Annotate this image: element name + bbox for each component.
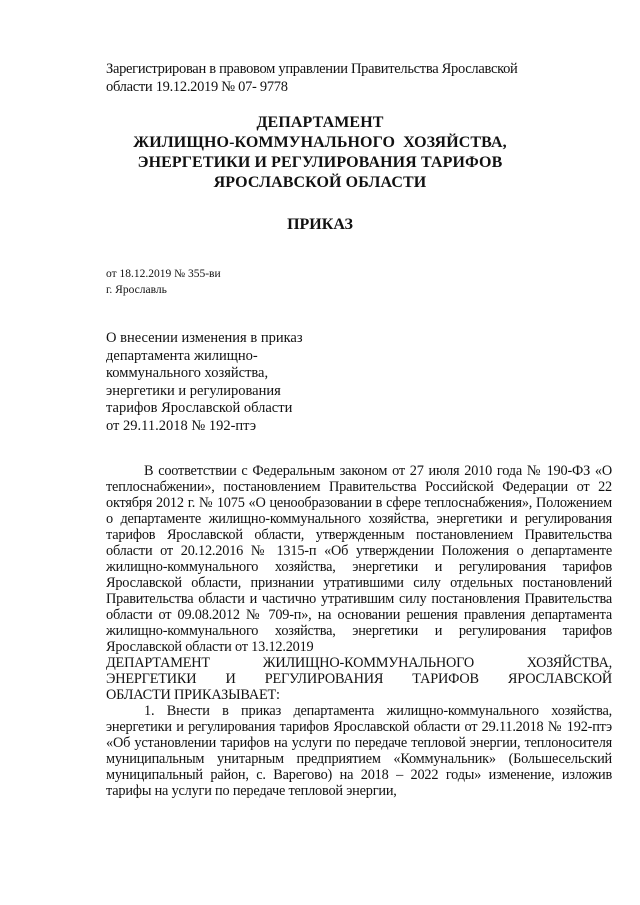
subject-line-2: департамента жилищно- [106, 347, 258, 364]
preamble-paragraph: В соответствии с Федеральным законом от 27 июля 2010 года № 190-ФЗ «О теплоснабжении», постановлением Правительства Российской Федерации от 22 октября 2012 г. № 1075 «О ценообразовании в сфере теплоснабжения», Положением о департаменте жилищно-коммунального хозяйства, энергетики и регулирования тарифов Ярославской области, утвержденным постановлением Правительства области от 20.12.2016 № 1315-п «Об утверждении Положения о департаменте жилищно-коммунального хозяйства, энергетики и регулирования тарифов Ярославской области, признании утратившими силу отдельных постановлений Правительства области и частично утратившим силу постановления Правительства области от 09.08.2012 № 709-п», на основании решения правления департамента жилищно-коммунального хозяйства, энергетики и регулирования тарифов Ярославской области от 13.12.2019 [106, 463, 612, 655]
subject-line-3: коммунального хозяйства, [106, 365, 269, 381]
registration-line-2: области 19.12.2019 № 07- 9778 [106, 79, 288, 95]
department-line-4: ЯРОСЛАВСКОЙ ОБЛАСТИ [213, 174, 427, 191]
registration-note [106, 60, 576, 96]
order-date-number: от 18.12.2019 № 355-ви [106, 268, 221, 280]
department-line-1: ДЕПАРТАМЕНТ [256, 114, 384, 131]
order-city: г. Ярославль [106, 284, 167, 296]
department-line-3: ЭНЕРГЕТИКИ И РЕГУЛИРОВАНИЯ ТАРИФОВ [137, 154, 503, 171]
order-meta [106, 266, 406, 298]
department-decree-line-3: ОБЛАСТИ ПРИКАЗЫВАЕТ: [106, 687, 280, 703]
subject-line-6: от 29.11.2018 № 192-птэ [106, 417, 257, 434]
order-item-1: 1. Внести в приказ департамента жилищно-коммунального хозяйства, энергетики и регулирования тарифов Ярославской области от 29.11.2018 № 192-птэ «Об установлении тарифов на услуги по передаче тепловой энергии, теплоносителя муниципальным унитарным предприятием «Коммунальник» (Большесельский муниципальный район, с. Варегово) на 2018 – 2022 годы» изменение, изложив тарифы на услуги по передаче тепловой энергии, [106, 703, 612, 799]
department-decree-line-1: ДЕПАРТАМЕНТ ЖИЛИЩНО-КОММУНАЛЬНОГО ХОЗЯЙСТВА, [106, 655, 612, 671]
department-line-2: ЖИЛИЩНО-КОММУНАЛЬНОГО ХОЗЯЙСТВА, [133, 134, 507, 151]
order-subject [106, 330, 346, 435]
department-decree-line-2: ЭНЕРГЕТИКИ И РЕГУЛИРОВАНИЯ ТАРИФОВ ЯРОСЛАВСКОЙ [106, 671, 612, 687]
registration-line-1: Зарегистрирован в правовом управлении Правительства Ярославской [106, 61, 518, 77]
subject-line-4: энергетики и регулирования [106, 382, 281, 399]
order-body [106, 463, 612, 799]
order-title: ПРИКАЗ [287, 216, 353, 233]
subject-line-5: тарифов Ярославской области [106, 400, 293, 416]
subject-line-1: О внесении изменения в приказ [106, 330, 303, 346]
department-header [60, 113, 580, 193]
